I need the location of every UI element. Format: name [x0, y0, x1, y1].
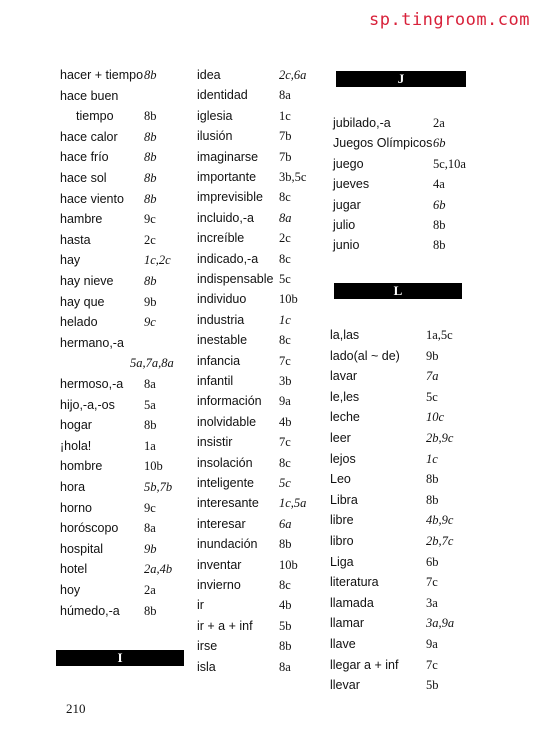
entry-row: [330, 429, 480, 447]
entry-reference: 5a: [144, 397, 156, 412]
entry-row: [197, 535, 317, 553]
entry-word: hospital: [60, 541, 104, 556]
entry-word: inundación: [197, 537, 258, 552]
entry-reference: 8b: [144, 129, 157, 144]
entry-row: [197, 290, 317, 308]
entry-reference: 7a: [426, 369, 439, 384]
entry-reference: 9c: [144, 212, 156, 227]
entry-word: hasta: [60, 232, 91, 247]
entry-word: información: [197, 394, 262, 409]
entry-word: libre: [330, 513, 354, 528]
entry-row: [197, 494, 317, 512]
entry-reference: 5a,7a,8a: [130, 356, 174, 371]
entry-reference: 8a: [279, 88, 291, 103]
entry-row: [60, 437, 190, 455]
entry-word: infancia: [197, 353, 241, 368]
entry-word: hay que: [60, 294, 105, 309]
entry-reference: 5c: [426, 389, 438, 404]
entry-word: hambre: [60, 212, 103, 227]
section-header-l: L: [334, 283, 462, 299]
entry-reference: 9b: [426, 348, 439, 363]
entry-reference: 5b,7b: [144, 480, 173, 494]
entry-word: junio: [333, 238, 360, 253]
entry-row: [330, 614, 480, 632]
entry-row: [197, 66, 317, 84]
entry-word: industria: [197, 312, 245, 327]
entry-word: julio: [333, 218, 356, 232]
entry-row: [60, 107, 190, 125]
entry-word: literatura: [330, 575, 379, 590]
entry-row: [197, 474, 317, 492]
entry-reference: 8c: [279, 578, 291, 592]
entry-row: [330, 676, 480, 694]
entry-row: [60, 581, 190, 599]
entry-row: [60, 602, 190, 620]
entry-reference: 4b: [279, 414, 292, 429]
entry-row: [60, 560, 190, 578]
entry-word: horno: [60, 500, 92, 515]
entry-reference: 10b: [279, 292, 298, 307]
entry-row: [333, 134, 483, 152]
entry-word: hay: [60, 253, 81, 268]
entry-word: leche: [330, 410, 360, 425]
entry-row: [197, 658, 317, 676]
entry-reference: 2a,4b: [144, 562, 173, 577]
entry-word: hace viento: [60, 191, 124, 206]
entry-word: invierno: [197, 578, 241, 592]
section-header-i: I: [56, 650, 184, 666]
entry-reference: 8b: [433, 218, 446, 232]
entry-row: [197, 392, 317, 410]
entry-word: jubilado,-a: [333, 116, 391, 130]
entry-row: [60, 334, 190, 352]
entry-reference: 8b: [144, 603, 157, 618]
entry-row: [197, 331, 317, 349]
entry-row: [197, 637, 317, 655]
entry-word: lejos: [330, 451, 356, 466]
entry-row: [330, 367, 480, 385]
entry-row: [60, 313, 190, 331]
entry-row: [330, 491, 480, 509]
entry-row: [330, 388, 480, 406]
entry-word: hacer + tiempo: [60, 68, 144, 82]
entry-row: [60, 272, 190, 290]
entry-row: [60, 210, 190, 228]
entry-word: ir + a + inf: [197, 618, 253, 633]
entry-reference: 2b,9c: [426, 431, 454, 445]
entry-word: llamar: [330, 616, 365, 631]
entry-row: [197, 209, 317, 227]
entry-word: hijo,-a,-os: [60, 397, 115, 412]
entry-row: [197, 168, 317, 186]
entry-reference: 8a: [279, 210, 292, 225]
entry-row: [197, 250, 317, 268]
entry-reference: 8b: [144, 68, 157, 82]
entry-word: lado(al ~ de): [330, 348, 400, 363]
entry-row: [197, 311, 317, 329]
entry-word: llegar a + inf: [330, 657, 399, 672]
entry-word: inventar: [197, 557, 242, 572]
entry-row: [197, 188, 317, 206]
entry-reference: 7c: [426, 657, 438, 672]
entry-row: [60, 540, 190, 558]
entry-row: [197, 433, 317, 451]
entry-reference: 9b: [144, 541, 157, 556]
entry-reference: 1a: [144, 438, 156, 453]
entry-row: [333, 216, 483, 234]
entry-row: [60, 128, 190, 146]
entry-word: hace frío: [60, 150, 109, 165]
entry-reference: 7c: [426, 575, 438, 590]
entry-word: llamada: [330, 595, 374, 610]
entry-reference: 8b: [279, 537, 292, 552]
entry-word: insistir: [197, 435, 233, 450]
entry-word: la,las: [330, 328, 360, 342]
entry-row: [60, 169, 190, 187]
entry-reference: 8b: [144, 171, 157, 185]
entry-row: [60, 231, 190, 249]
entry-reference: 1c: [279, 108, 291, 123]
entry-row: [333, 114, 483, 132]
entry-word: incluido,-a: [197, 210, 254, 225]
entry-row: [330, 408, 480, 426]
entry-reference: 6a: [279, 516, 292, 531]
entry-row: [333, 155, 483, 173]
entry-reference: 5c: [279, 476, 291, 490]
entry-word: imprevisible: [197, 190, 263, 205]
entry-row: [333, 196, 483, 214]
entry-reference: 9a: [279, 394, 291, 409]
entry-reference: 8c: [279, 455, 291, 470]
entry-reference: 8a: [144, 521, 156, 536]
entry-word: iglesia: [197, 108, 233, 123]
entry-word: ilusión: [197, 129, 233, 144]
entry-row: [60, 293, 190, 311]
entry-word: horóscopo: [60, 521, 119, 536]
entry-word: hotel: [60, 562, 88, 577]
entry-word: inolvidable: [197, 414, 257, 429]
entry-reference: 3b: [279, 374, 292, 388]
entry-reference: 8c: [279, 190, 291, 205]
entry-word: llevar: [330, 678, 360, 693]
watermark: sp.tingroom.com: [368, 10, 530, 30]
entry-word: ¡hola!: [60, 438, 92, 453]
entry-row: [197, 148, 317, 166]
entry-reference: 8a: [279, 659, 291, 674]
entry-reference: 8b: [144, 109, 157, 124]
entry-reference: 3a: [426, 595, 438, 610]
entry-reference: 1c,5a: [279, 496, 307, 511]
entry-word: Leo: [330, 472, 351, 487]
entry-row: [333, 175, 483, 193]
entry-row: [197, 352, 317, 370]
entry-word: increíble: [197, 231, 245, 246]
entry-reference: 8c: [279, 333, 291, 348]
entry-row: [197, 556, 317, 574]
entry-word: libro: [330, 534, 354, 548]
entry-row: [60, 251, 190, 269]
entry-row: [60, 519, 190, 537]
entry-reference: 6b: [433, 197, 446, 212]
entry-word: interesante: [197, 496, 259, 511]
entry-reference: 10c: [426, 410, 445, 425]
entry-reference: 2c,6a: [279, 68, 307, 82]
entry-word: Liga: [330, 554, 354, 569]
entry-row: [330, 656, 480, 674]
entry-word: hace calor: [60, 129, 118, 144]
entry-reference: 1c: [279, 312, 291, 327]
entry-reference: 9c: [144, 315, 156, 330]
entry-reference: 8b: [144, 191, 157, 206]
entry-row: [330, 594, 480, 612]
entry-reference: 8b: [426, 472, 439, 487]
entry-reference: 9a: [426, 637, 438, 651]
entry-reference: 8c: [279, 251, 291, 266]
entry-word: importante: [197, 170, 257, 184]
entry-reference: 2a: [144, 583, 156, 597]
entry-reference: 7c: [279, 435, 291, 450]
entry-word: leer: [330, 431, 351, 445]
entry-word: individuo: [197, 292, 247, 307]
entry-reference: 10b: [279, 557, 298, 572]
entry-reference: 8b: [426, 492, 439, 507]
entry-row: [197, 86, 317, 104]
entry-reference: 10b: [144, 459, 163, 474]
entry-row: [197, 596, 317, 614]
entry-word: irse: [197, 639, 218, 654]
entry-word: infantil: [197, 374, 234, 388]
entry-row: [60, 499, 190, 517]
entry-reference: 5c: [279, 272, 291, 286]
entry-reference: 8b: [433, 238, 446, 253]
entry-reference: 2a: [433, 116, 445, 130]
entry-word: indicado,-a: [197, 251, 259, 266]
entry-reference: 8b: [279, 639, 292, 654]
entry-row: [197, 270, 317, 288]
entry-word: hace buen: [60, 88, 119, 103]
entry-word: hoy: [60, 583, 81, 597]
entry-word: Juegos Olímpicos: [333, 136, 433, 151]
entry-reference: 9b: [144, 294, 157, 309]
entry-word: imaginarse: [197, 149, 259, 164]
entry-word: le,les: [330, 389, 360, 404]
entry-word: hombre: [60, 459, 103, 474]
entry-word: jueves: [333, 177, 370, 192]
entry-word: identidad: [197, 88, 248, 103]
entry-reference: 1c: [426, 451, 438, 466]
entry-row: [197, 515, 317, 533]
entry-row: [330, 573, 480, 591]
entry-reference: 4a: [433, 177, 445, 192]
entry-word: insolación: [197, 455, 253, 470]
entry-word: tiempo: [76, 109, 114, 124]
entry-word: hace sol: [60, 171, 107, 185]
entry-reference: 2c: [279, 231, 291, 246]
entry-reference: 8a: [144, 377, 156, 391]
entry-row: [60, 396, 190, 414]
entry-word: lavar: [330, 369, 358, 384]
entry-row: [197, 454, 317, 472]
entry-reference: 2b,7c: [426, 534, 454, 548]
entry-word: inestable: [197, 333, 248, 348]
entry-reference: 6b: [433, 136, 446, 151]
entry-row: [60, 478, 190, 496]
entry-word: hora: [60, 480, 86, 494]
entry-word: ir: [197, 598, 204, 613]
entry-reference: 8b: [144, 274, 157, 288]
entry-reference: 5b: [279, 618, 292, 633]
entry-row: [330, 326, 480, 344]
entry-reference: 7b: [279, 149, 292, 164]
entry-word: indispensable: [197, 272, 274, 286]
entry-reference: 3b,5c: [279, 170, 307, 184]
entry-word: interesar: [197, 516, 246, 531]
entry-reference: 7b: [279, 129, 292, 144]
entry-row: [60, 87, 190, 105]
entry-word: helado: [60, 315, 98, 330]
entry-word: hermano,-a: [60, 335, 124, 350]
entry-row: [330, 553, 480, 571]
entry-row: [330, 635, 480, 653]
entry-reference: 2c: [144, 232, 156, 247]
entry-reference: 8b: [144, 150, 157, 165]
entry-reference: 3a,9a: [426, 616, 455, 631]
entry-row: [60, 190, 190, 208]
entry-word: idea: [197, 68, 221, 82]
entry-row: [330, 450, 480, 468]
entry-reference: 5c,10a: [433, 156, 466, 171]
entry-word: húmedo,-a: [60, 603, 120, 618]
entry-word: hogar: [60, 418, 92, 433]
entry-reference: 1a,5c: [426, 328, 453, 342]
entry-reference: 1c,2c: [144, 253, 171, 268]
entry-reference: 6b: [426, 554, 439, 569]
entry-row: [197, 127, 317, 145]
entry-reference: 4b,9c: [426, 513, 454, 528]
entry-row: [197, 107, 317, 125]
entry-row: [333, 236, 483, 254]
entry-row: [197, 617, 317, 635]
entry-word: hermoso,-a: [60, 377, 124, 391]
entry-reference: 7c: [279, 353, 291, 368]
entry-reference: 5b: [426, 678, 439, 693]
entry-word: hay nieve: [60, 274, 114, 288]
entry-word: Libra: [330, 492, 358, 507]
entry-row: [60, 457, 190, 475]
entry-row: [330, 470, 480, 488]
entry-word: isla: [197, 659, 216, 674]
section-header-j: J: [336, 71, 466, 87]
entry-row: [197, 372, 317, 390]
entry-row: [60, 148, 190, 166]
entry-reference: 9c: [144, 500, 156, 515]
entry-row: [60, 66, 190, 84]
entry-row: [330, 532, 480, 550]
entry-row: [330, 347, 480, 365]
entry-word: inteligente: [197, 476, 254, 490]
entry-row: [197, 413, 317, 431]
entry-row: [330, 511, 480, 529]
entry-row: [197, 229, 317, 247]
entry-row: [60, 354, 190, 372]
entry-word: jugar: [333, 197, 361, 212]
entry-word: llave: [330, 637, 356, 651]
entry-row: [60, 375, 190, 393]
entry-reference: 4b: [279, 598, 292, 613]
entry-row: [60, 416, 190, 434]
entry-word: juego: [333, 156, 364, 171]
entry-reference: 8b: [144, 418, 157, 433]
entry-row: [197, 576, 317, 594]
page-number: 210: [66, 701, 86, 716]
